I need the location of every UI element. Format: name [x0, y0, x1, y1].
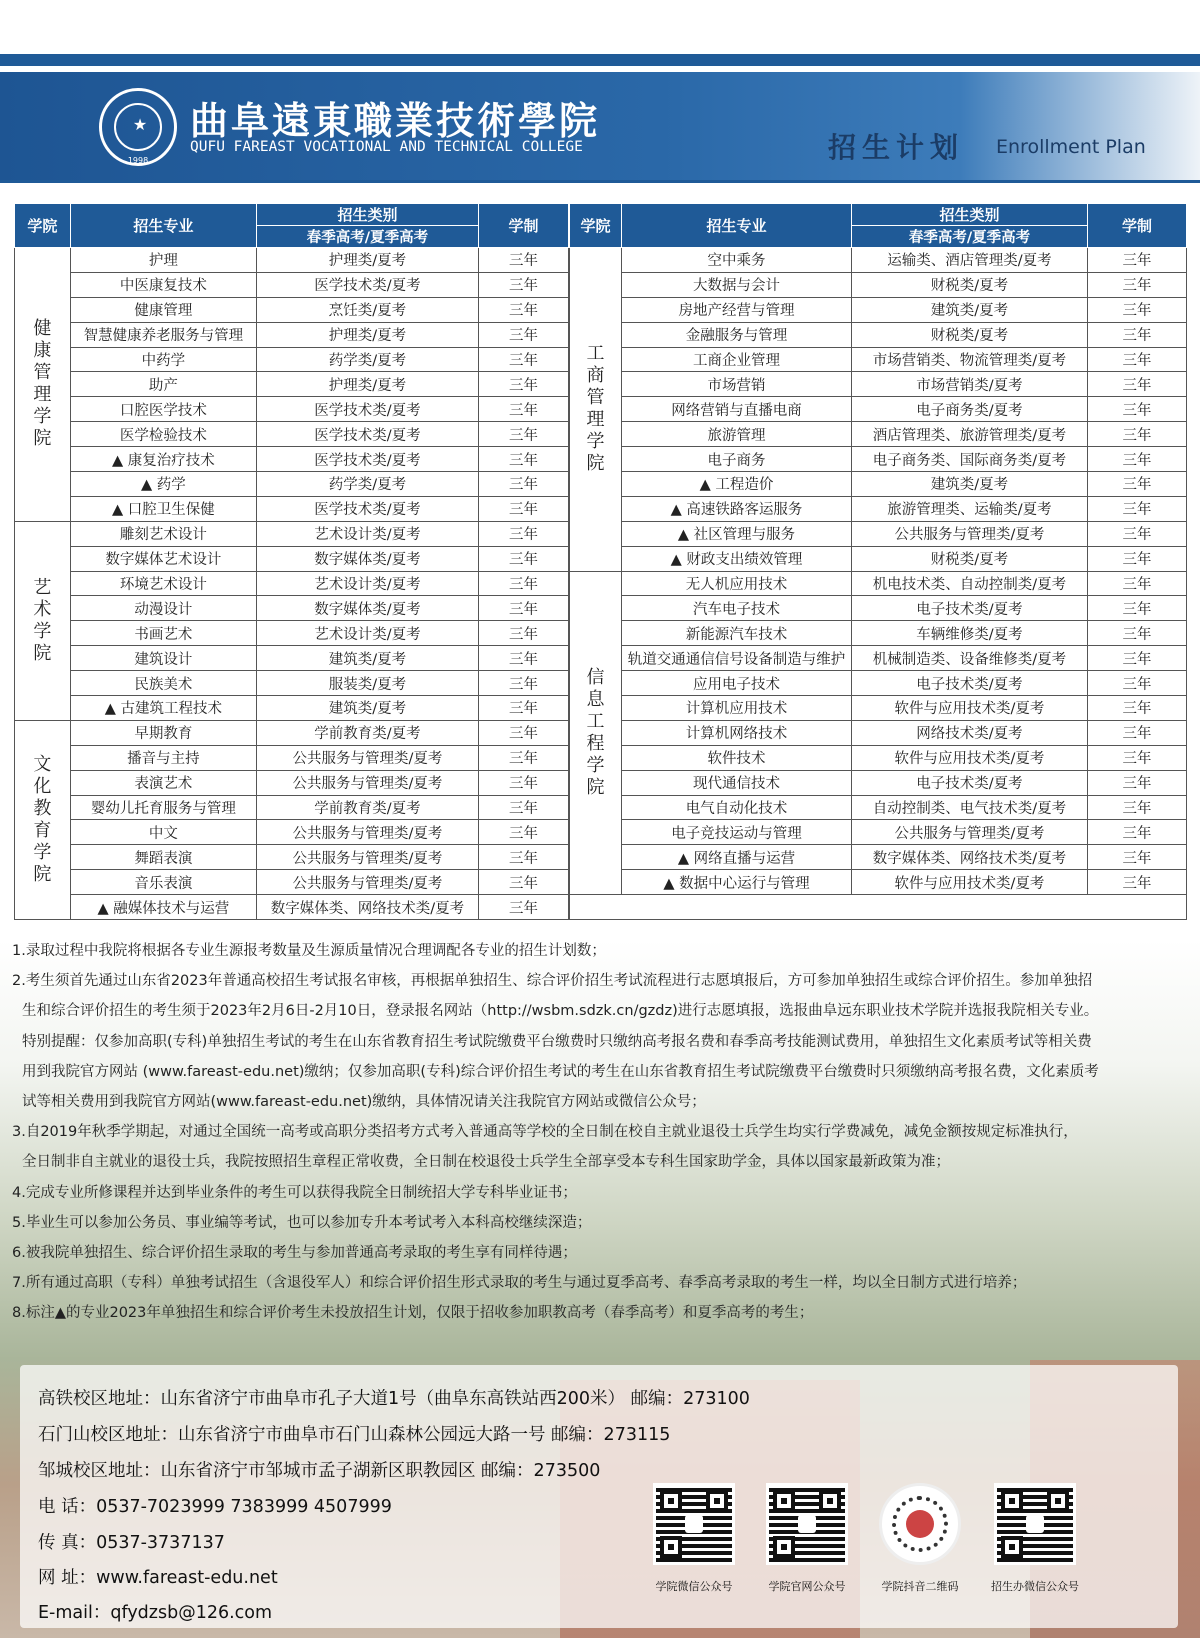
years-cell: 三年: [479, 272, 569, 297]
note-line: 7.所有通过高职（专科）单独考试招生（含退役军人）和综合评价招生形式录取的考生与通过夏季高考、春季高考录取的考生一样，均以全日制方式进行培养；: [12, 1275, 1027, 1292]
years-cell: 三年: [479, 745, 569, 770]
table-row: [15, 372, 569, 397]
category-cell: 医学技术类/夏考: [256, 447, 478, 472]
years-cell: 三年: [1088, 272, 1187, 297]
email-address[interactable]: E-mail：qfydzsb@126.com: [38, 1603, 273, 1623]
years-cell: 三年: [479, 297, 569, 322]
major-cell: 汽车电子技术: [622, 596, 852, 621]
major-cell: 无人机应用技术: [622, 571, 852, 596]
seal-inner-ring: [114, 103, 162, 151]
qr-finder-icon: [773, 1536, 795, 1558]
table-row: [570, 472, 1187, 497]
category-cell: 烹饪类/夏考: [256, 297, 478, 322]
category-cell: 医学技术类/夏考: [256, 397, 478, 422]
major-cell: 健康管理: [70, 297, 256, 322]
major-cell: 动漫设计: [70, 596, 256, 621]
years-cell: 三年: [479, 621, 569, 646]
category-cell: 数字媒体类、网络技术类/夏考: [852, 845, 1088, 870]
table-row: [15, 820, 569, 845]
years-cell: 三年: [1088, 696, 1187, 721]
years-cell: 三年: [1088, 397, 1187, 422]
qr-finder-icon: [1001, 1536, 1023, 1558]
major-cell: ▲ 口腔卫生保健: [70, 496, 256, 521]
category-cell: 艺术设计类/夏考: [256, 571, 478, 596]
category-cell: 车辆维修类/夏考: [852, 621, 1088, 646]
years-cell: 三年: [479, 795, 569, 820]
years-cell: 三年: [1088, 646, 1187, 671]
category-cell: 学前教育类/夏考: [256, 720, 478, 745]
note-line: 特别提醒：仅参加高职(专科)单独招生考试的考生在山东省教育招生考试院缴费平台缴费时只缴纳高考报名费和春季高考技能测试费用，单独招生文化素质考试等相关费: [22, 1033, 1092, 1050]
major-cell: 轨道交通通信信号设备制造与维护: [622, 646, 852, 671]
table-row: [570, 596, 1187, 621]
years-cell: 三年: [479, 596, 569, 621]
note-line: 全日制非自主就业的退役士兵，我院按照招生章程正常收费，全日制在校退役士兵学生全部享受本专科生国家助学金，具体以国家最新政策为准；: [22, 1154, 950, 1171]
campus-address-gaotie: 高铁校区地址：山东省济宁市曲阜市孔子大道1号（曲阜东高铁站西200米） 邮编：273100: [38, 1389, 750, 1409]
table-row: [15, 845, 569, 870]
major-cell: 工商企业管理: [622, 347, 852, 372]
note-line: 8.标注▲的专业2023年单独招生和综合评价考生未投放招生计划，仅限于招收参加职教高考（春季高考）和夏季高考的考生；: [12, 1305, 814, 1322]
table-row: [15, 745, 569, 770]
category-cell: 软件与应用技术类/夏考: [852, 696, 1088, 721]
major-cell: 民族美术: [70, 671, 256, 696]
years-cell: 三年: [1088, 322, 1187, 347]
years-cell: 三年: [479, 845, 569, 870]
table-row: [15, 696, 569, 721]
category-cell: 公共服务与管理类/夏考: [256, 745, 478, 770]
college-name-cell: [570, 248, 622, 572]
major-cell: ▲ 康复治疗技术: [70, 447, 256, 472]
enrollment-table-right: [569, 203, 1187, 920]
qr-logo-icon: [1026, 1515, 1044, 1533]
major-cell: 应用电子技术: [622, 671, 852, 696]
category-cell: 护理类/夏考: [256, 372, 478, 397]
category-cell: 财税类/夏考: [852, 546, 1088, 571]
college-name: 艺术学院: [33, 576, 52, 664]
major-cell: 新能源汽车技术: [622, 621, 852, 646]
table-row: [15, 720, 569, 745]
qr-label-wechat: 学院微信公众号: [655, 1580, 733, 1593]
qr-finder-icon: [660, 1490, 682, 1512]
major-cell: ▲ 药学: [70, 472, 256, 497]
college-name-cell: [15, 248, 71, 522]
college-seal-logo: [99, 88, 177, 166]
category-cell: 艺术设计类/夏考: [256, 521, 478, 546]
major-cell: 环境艺术设计: [70, 571, 256, 596]
table-row: [15, 621, 569, 646]
table-row-empty: [570, 895, 1187, 920]
years-cell: 三年: [1088, 347, 1187, 372]
col-header-major: 招生专业: [70, 204, 256, 248]
table-row: [15, 521, 569, 546]
category-cell: 公共服务与管理类/夏考: [852, 820, 1088, 845]
qr-finder-icon: [1047, 1490, 1069, 1512]
category-cell: 数字媒体类、网络技术类/夏考: [256, 895, 478, 920]
admissions-qr-code-icon[interactable]: [994, 1483, 1076, 1565]
table-row: [570, 422, 1187, 447]
years-cell: 三年: [1088, 496, 1187, 521]
years-cell: 三年: [1088, 820, 1187, 845]
years-cell: 三年: [479, 447, 569, 472]
category-cell: 财税类/夏考: [852, 322, 1088, 347]
major-cell: 市场营销: [622, 372, 852, 397]
seal-year: 1998: [127, 156, 149, 165]
qr-label-website: 学院官网公众号: [768, 1580, 846, 1593]
major-cell: ▲ 融媒体技术与运营: [70, 895, 256, 920]
years-cell: 三年: [479, 422, 569, 447]
years-cell: 三年: [479, 820, 569, 845]
qr-label-douyin: 学院抖音二维码: [881, 1580, 959, 1593]
years-cell: 三年: [1088, 770, 1187, 795]
qr-finder-icon: [660, 1536, 682, 1558]
table-row: [15, 646, 569, 671]
table-row: [570, 696, 1187, 721]
category-cell: 药学类/夏考: [256, 347, 478, 372]
major-cell: 婴幼儿托育服务与管理: [70, 795, 256, 820]
col-header-category-sub: 春季高考/夏季高考: [256, 226, 478, 248]
fax-number: 传 真：0537-3737137: [38, 1533, 225, 1553]
years-cell: 三年: [1088, 745, 1187, 770]
years-cell: 三年: [1088, 546, 1187, 571]
years-cell: 三年: [1088, 372, 1187, 397]
years-cell: 三年: [1088, 472, 1187, 497]
years-cell: 三年: [1088, 596, 1187, 621]
college-name: 文化教育学院: [33, 753, 52, 885]
category-cell: 数字媒体类/夏考: [256, 546, 478, 571]
campus-address-zoucheng: 邹城校区地址：山东省济宁市邹城市孟子湖新区职教园区 邮编：273500: [38, 1461, 601, 1481]
category-cell: 医学技术类/夏考: [256, 496, 478, 521]
col-header-category: 招生类别: [852, 204, 1088, 226]
enrollment-notes: [12, 936, 1190, 1329]
years-cell: 三年: [479, 397, 569, 422]
college-name-cell: [15, 720, 71, 919]
category-cell: 数字媒体类/夏考: [256, 596, 478, 621]
major-cell: 旅游管理: [622, 422, 852, 447]
table-row: [15, 571, 569, 596]
major-cell: 网络营销与直播电商: [622, 397, 852, 422]
major-cell: 早期教育: [70, 720, 256, 745]
category-cell: 建筑类/夏考: [256, 646, 478, 671]
category-cell: 公共服务与管理类/夏考: [256, 845, 478, 870]
note-line: 2.考生须首先通过山东省2023年普通高校招生考试报名审核，再根据单独招生、综合评价招生考试流程进行志愿填报后，方可参加单独招生或综合评价招生。参加单独招: [12, 973, 1093, 990]
enrollment-plan-title-cn: 招生计划: [828, 131, 965, 164]
table-row: [15, 322, 569, 347]
category-cell: 护理类/夏考: [256, 322, 478, 347]
category-cell: 电子技术类/夏考: [852, 671, 1088, 696]
years-cell: 三年: [479, 646, 569, 671]
table-row: [15, 272, 569, 297]
col-header-college: 学院: [15, 204, 71, 248]
major-cell: 计算机网络技术: [622, 720, 852, 745]
years-cell: 三年: [479, 870, 569, 895]
years-cell: 三年: [479, 496, 569, 521]
category-cell: 自动控制类、电气技术类/夏考: [852, 795, 1088, 820]
qr-finder-icon: [1001, 1490, 1023, 1512]
table-row: [570, 770, 1187, 795]
years-cell: 三年: [479, 720, 569, 745]
major-cell: 表演艺术: [70, 770, 256, 795]
college-name-cell: [570, 571, 622, 895]
major-cell: 数字媒体艺术设计: [70, 546, 256, 571]
table-row: [570, 397, 1187, 422]
category-cell: 电子商务类/夏考: [852, 397, 1088, 422]
table-row: [15, 297, 569, 322]
years-cell: 三年: [479, 372, 569, 397]
years-cell: 三年: [479, 696, 569, 721]
major-cell: 智慧健康养老服务与管理: [70, 322, 256, 347]
table-row: [570, 671, 1187, 696]
major-cell: 计算机应用技术: [622, 696, 852, 721]
enrollment-table-left: [14, 203, 569, 920]
wechat-qr-code-icon[interactable]: [653, 1483, 735, 1565]
table-row: [570, 297, 1187, 322]
category-cell: 电子商务类、国际商务类/夏考: [852, 447, 1088, 472]
major-cell: 播音与主持: [70, 745, 256, 770]
table-row: [570, 372, 1187, 397]
table-row: [15, 671, 569, 696]
major-cell: 电子商务: [622, 447, 852, 472]
qr-finder-icon: [706, 1490, 728, 1512]
table-row: [570, 646, 1187, 671]
major-cell: 中文: [70, 820, 256, 845]
major-cell: 建筑设计: [70, 646, 256, 671]
years-cell: 三年: [479, 521, 569, 546]
major-cell: 空中乘务: [622, 248, 852, 273]
major-cell: 电子竞技运动与管理: [622, 820, 852, 845]
years-cell: 三年: [1088, 422, 1187, 447]
table-row: [15, 248, 569, 273]
years-cell: 三年: [479, 770, 569, 795]
years-cell: 三年: [479, 571, 569, 596]
years-cell: 三年: [1088, 720, 1187, 745]
table-row: [15, 472, 569, 497]
category-cell: 运输类、酒店管理类/夏考: [852, 248, 1088, 273]
table-row: [570, 571, 1187, 596]
top-stripe: [0, 54, 1200, 66]
years-cell: 三年: [1088, 795, 1187, 820]
college-name: 信息工程学院: [586, 666, 605, 798]
years-cell: 三年: [1088, 671, 1187, 696]
major-cell: 助产: [70, 372, 256, 397]
col-header-category: 招生类别: [256, 204, 478, 226]
note-line: 用到我院官方网站 (www.fareast-edu.net)缴纳；仅参加高职(专科)综合评价招生考试的考生在山东省教育招生考试院缴费平台缴费时只须缴纳高考报名费，文化素质考: [22, 1063, 1099, 1080]
table-row: [570, 795, 1187, 820]
table-row: [15, 397, 569, 422]
category-cell: 建筑类/夏考: [852, 297, 1088, 322]
note-line: 5.毕业生可以参加公务员、事业编等考试，也可以参加专升本考试考入本科高校继续深造；: [12, 1214, 592, 1231]
douyin-qr-code-icon[interactable]: [879, 1483, 961, 1565]
years-cell: 三年: [479, 248, 569, 273]
years-cell: 三年: [1088, 845, 1187, 870]
note-line: 试等相关费用到我院官方网站(www.fareast-edu.net)缴纳，具体情况请关注我院官方网站或微信公众号；: [22, 1094, 706, 1111]
major-cell: 护理: [70, 248, 256, 273]
category-cell: 公共服务与管理类/夏考: [256, 770, 478, 795]
years-cell: 三年: [479, 671, 569, 696]
qr-label-admissions: 招生办微信公众号: [991, 1580, 1079, 1593]
table-row: [570, 745, 1187, 770]
table-row: [570, 720, 1187, 745]
category-cell: 公共服务与管理类/夏考: [256, 820, 478, 845]
table-row: [15, 770, 569, 795]
major-cell: 书画艺术: [70, 621, 256, 646]
category-cell: 机械制造类、设备维修类/夏考: [852, 646, 1088, 671]
table-row: [15, 422, 569, 447]
table-row: [570, 621, 1187, 646]
table-row: [570, 248, 1187, 273]
major-cell: 现代通信技术: [622, 770, 852, 795]
years-cell: 三年: [479, 472, 569, 497]
category-cell: 学前教育类/夏考: [256, 795, 478, 820]
category-cell: 药学类/夏考: [256, 472, 478, 497]
major-cell: 软件技术: [622, 745, 852, 770]
category-cell: 医学技术类/夏考: [256, 422, 478, 447]
college-name-en: QUFU FAREAST VOCATIONAL AND TECHNICAL COLLEGE: [190, 139, 583, 155]
category-cell: 机电技术类、自动控制类/夏考: [852, 571, 1088, 596]
major-cell: 口腔医学技术: [70, 397, 256, 422]
campus-address-shimenshan: 石门山校区地址：山东省济宁市曲阜市石门山森林公园远大路一号 邮编：273115: [38, 1425, 671, 1445]
table-row: [570, 521, 1187, 546]
table-row: [570, 347, 1187, 372]
years-cell: 三年: [479, 546, 569, 571]
category-cell: 电子技术类/夏考: [852, 596, 1088, 621]
qr-logo-icon: [798, 1515, 816, 1533]
qr-logo-icon: [685, 1515, 703, 1533]
category-cell: 电子技术类/夏考: [852, 770, 1088, 795]
table-row: [15, 447, 569, 472]
empty-cell: [570, 895, 1187, 920]
years-cell: 三年: [1088, 571, 1187, 596]
category-cell: 网络技术类/夏考: [852, 720, 1088, 745]
phone-numbers: 电 话：0537-7023999 7383999 4507999: [38, 1497, 392, 1517]
table-row: [570, 870, 1187, 895]
qr-logo-icon: [906, 1510, 934, 1538]
header-divider: [0, 180, 1200, 183]
col-header-category-sub: 春季高考/夏季高考: [852, 226, 1088, 248]
category-cell: 旅游管理类、运输类/夏考: [852, 496, 1088, 521]
major-cell: 音乐表演: [70, 870, 256, 895]
note-line: 6.被我院单独招生、综合评价招生录取的考生与参加普通高考录取的考生享有同样待遇；: [12, 1245, 577, 1262]
category-cell: 服装类/夏考: [256, 671, 478, 696]
table-row: [570, 322, 1187, 347]
category-cell: 软件与应用技术类/夏考: [852, 745, 1088, 770]
website-qr-code-icon[interactable]: [766, 1483, 848, 1565]
note-line: 生和综合评价招生的考生须于2023年2月6日-2月10日，登录报名网站（http://wsbm.sdzk.cn/gzdz)进行志愿填报，选报曲阜远东职业技术学院并选报我院相关专业。: [22, 1003, 1099, 1020]
table-row: [15, 596, 569, 621]
col-header-years: 学制: [1088, 204, 1187, 248]
category-cell: 酒店管理类、旅游管理类/夏考: [852, 422, 1088, 447]
major-cell: 医学检验技术: [70, 422, 256, 447]
major-cell: ▲ 社区管理与服务: [622, 521, 852, 546]
table-row: [570, 272, 1187, 297]
category-cell: 建筑类/夏考: [852, 472, 1088, 497]
enrollment-plan-title-en: Enrollment Plan: [996, 136, 1146, 158]
table-row: [15, 895, 569, 920]
major-cell: 电气自动化技术: [622, 795, 852, 820]
seal-emblem-icon: ★: [132, 115, 148, 134]
category-cell: 财税类/夏考: [852, 272, 1088, 297]
years-cell: 三年: [1088, 248, 1187, 273]
category-cell: 市场营销类/夏考: [852, 372, 1088, 397]
years-cell: 三年: [479, 322, 569, 347]
major-cell: 舞蹈表演: [70, 845, 256, 870]
table-row: [15, 870, 569, 895]
major-cell: ▲ 数据中心运行与管理: [622, 870, 852, 895]
category-cell: 市场营销类、物流管理类/夏考: [852, 347, 1088, 372]
col-header-college: 学院: [570, 204, 622, 248]
years-cell: 三年: [1088, 870, 1187, 895]
major-cell: ▲ 财政支出绩效管理: [622, 546, 852, 571]
years-cell: 三年: [1088, 621, 1187, 646]
note-line: 3.自2019年秋季学期起，对通过全国统一高考或高职分类招考方式考入普通高等学校的全日制在校自主就业退役士兵学生均实行学费减免，减免金额按规定标准执行，: [12, 1124, 1078, 1141]
years-cell: 三年: [479, 895, 569, 920]
category-cell: 软件与应用技术类/夏考: [852, 870, 1088, 895]
years-cell: 三年: [1088, 521, 1187, 546]
col-header-years: 学制: [479, 204, 569, 248]
major-cell: 中医康复技术: [70, 272, 256, 297]
major-cell: ▲ 古建筑工程技术: [70, 696, 256, 721]
major-cell: ▲ 工程造价: [622, 472, 852, 497]
category-cell: 公共服务与管理类/夏考: [852, 521, 1088, 546]
category-cell: 医学技术类/夏考: [256, 272, 478, 297]
major-cell: 房地产经营与管理: [622, 297, 852, 322]
major-cell: ▲ 网络直播与运营: [622, 845, 852, 870]
years-cell: 三年: [479, 347, 569, 372]
table-row: [570, 496, 1187, 521]
note-line: 1.录取过程中我院将根据各专业生源报考数量及生源质量情况合理调配各专业的招生计划数；: [12, 943, 606, 959]
major-cell: 中药学: [70, 347, 256, 372]
college-name: 健康管理学院: [33, 318, 52, 450]
table-row: [570, 845, 1187, 870]
table-row: [15, 496, 569, 521]
category-cell: 建筑类/夏考: [256, 696, 478, 721]
col-header-major: 招生专业: [622, 204, 852, 248]
category-cell: 公共服务与管理类/夏考: [256, 870, 478, 895]
table-row: [570, 820, 1187, 845]
table-row: [570, 546, 1187, 571]
major-cell: 大数据与会计: [622, 272, 852, 297]
category-cell: 艺术设计类/夏考: [256, 621, 478, 646]
years-cell: 三年: [1088, 297, 1187, 322]
table-row: [15, 347, 569, 372]
website-address[interactable]: 网 址：www.fareast-edu.net: [38, 1568, 278, 1588]
table-row: [570, 447, 1187, 472]
note-line: 4.完成专业所修课程并达到毕业条件的考生可以获得我院全日制统招大学专科毕业证书；: [12, 1184, 577, 1201]
years-cell: 三年: [1088, 447, 1187, 472]
college-name-cn: 曲阜遠東職業技術學院: [190, 98, 601, 143]
table-row: [15, 546, 569, 571]
major-cell: 雕刻艺术设计: [70, 521, 256, 546]
college-name: 工商管理学院: [586, 343, 605, 475]
qr-finder-icon: [773, 1490, 795, 1512]
qr-finder-icon: [819, 1490, 841, 1512]
major-cell: 金融服务与管理: [622, 322, 852, 347]
major-cell: ▲ 高速铁路客运服务: [622, 496, 852, 521]
table-row: [15, 795, 569, 820]
college-name-cell: [15, 521, 71, 720]
category-cell: 护理类/夏考: [256, 248, 478, 273]
